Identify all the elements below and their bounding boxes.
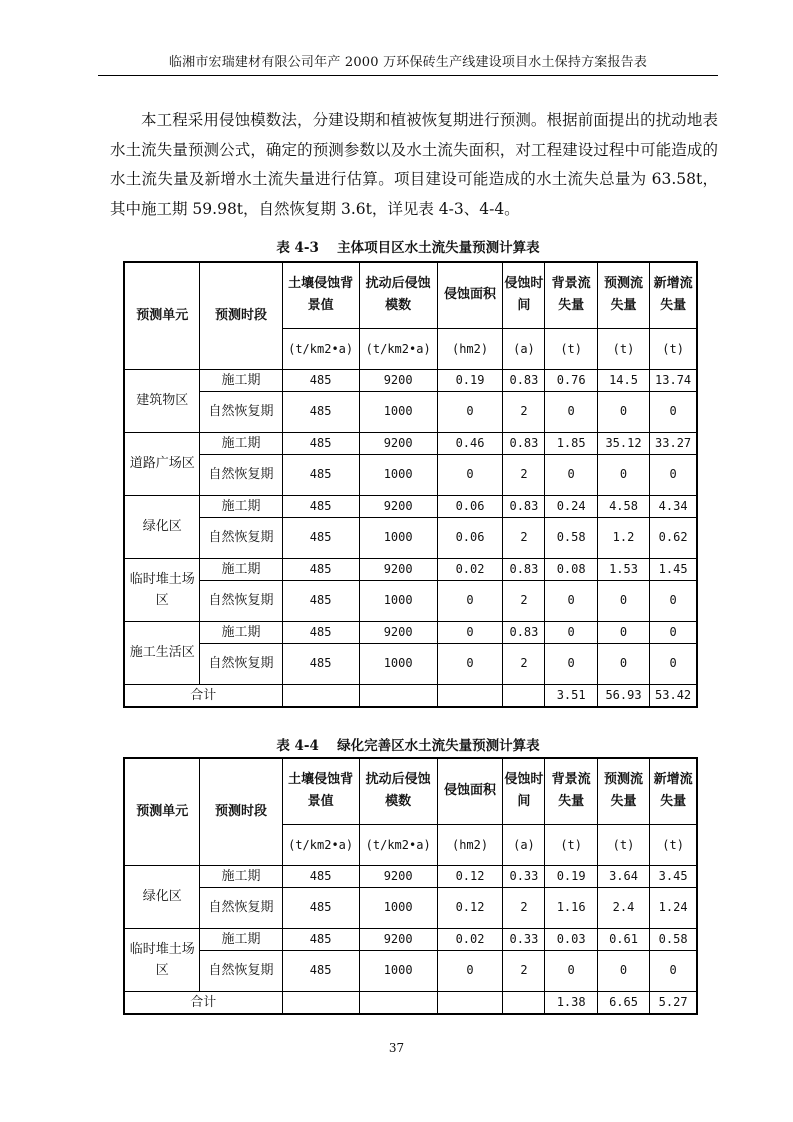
unit-name-cell: 绿化区 — [124, 495, 200, 558]
value-cell: 0.58 — [650, 928, 697, 950]
col-header-period: 预测时段 — [200, 758, 282, 865]
period-cell: 自然恢复期 — [200, 454, 282, 495]
unit-name-cell: 道路广场区 — [124, 432, 200, 495]
value-cell: 1000 — [359, 950, 437, 991]
value-cell: 0.33 — [503, 928, 545, 950]
unit-name-cell: 建筑物区 — [124, 369, 200, 432]
value-cell: 2 — [503, 517, 545, 558]
table-row — [124, 950, 697, 991]
value-cell: 4.34 — [650, 495, 697, 517]
unit-name-cell: 临时堆土场区 — [124, 558, 200, 621]
value-cell: 0 — [437, 950, 503, 991]
value-cell: 0 — [597, 643, 649, 684]
value-cell: 0.24 — [545, 495, 597, 517]
table-row — [124, 928, 697, 950]
total-value-cell: 56.93 — [597, 684, 649, 707]
value-cell: 0 — [545, 621, 597, 643]
value-cell: 0 — [437, 580, 503, 621]
col-header-new-loss: 新增流失量 — [650, 758, 697, 824]
table-row — [124, 621, 697, 643]
table-row — [124, 643, 697, 684]
total-row — [124, 991, 697, 1014]
unit-area: (hm2) — [437, 824, 503, 865]
value-cell: 35.12 — [597, 432, 649, 454]
value-cell: 1.45 — [650, 558, 697, 580]
value-cell: 0.19 — [437, 369, 503, 391]
value-cell: 0.62 — [650, 517, 697, 558]
value-cell: 0.61 — [597, 928, 649, 950]
value-cell: 1.53 — [597, 558, 649, 580]
total-value-cell: 53.42 — [650, 684, 697, 707]
unit-area: (hm2) — [437, 328, 503, 369]
total-value-cell — [503, 684, 545, 707]
value-cell: 2 — [503, 643, 545, 684]
value-cell: 0.33 — [503, 865, 545, 887]
col-header-time: 侵蚀时间 — [503, 758, 545, 824]
total-label: 合计 — [124, 684, 282, 707]
value-cell: 1.24 — [650, 887, 697, 928]
value-cell: 9200 — [359, 495, 437, 517]
body-paragraph: 本工程采用侵蚀模数法，分建设期和植被恢复期进行预测。根据前面提出的扰动地表水土流失量预测公式，确定的预测参数以及水土流失面积，对工程建设过程中可能造成的水土流失量及新增水土流失量进行估算。项目建设可能造成的水土流失总量为 63.58t，其中施工期 59.98t，自然恢复期 3.6t，详见表 4-3、4-4。 — [110, 111, 718, 218]
value-cell: 0.12 — [437, 865, 503, 887]
col-header-period: 预测时段 — [200, 262, 282, 369]
total-value-cell: 6.65 — [597, 991, 649, 1014]
table-4-3-body — [124, 369, 697, 707]
period-cell: 自然恢复期 — [200, 887, 282, 928]
value-cell: 0 — [597, 454, 649, 495]
value-cell: 0 — [650, 621, 697, 643]
value-cell: 485 — [282, 928, 359, 950]
value-cell: 0 — [437, 643, 503, 684]
unit-pred-loss: (t) — [597, 824, 649, 865]
value-cell: 1.2 — [597, 517, 649, 558]
total-value-cell — [359, 991, 437, 1014]
col-header-unit: 预测单元 — [124, 758, 200, 865]
value-cell: 0 — [597, 950, 649, 991]
table-caption-4-3: 表 4-3 主体项目区水土流失量预测计算表 — [276, 240, 540, 256]
value-cell: 0 — [437, 391, 503, 432]
value-cell: 485 — [282, 887, 359, 928]
value-cell: 1.85 — [545, 432, 597, 454]
total-value-cell — [503, 991, 545, 1014]
table-row — [124, 369, 697, 391]
value-cell: 0 — [650, 643, 697, 684]
value-cell: 2 — [503, 580, 545, 621]
value-cell: 0 — [650, 580, 697, 621]
period-cell: 施工期 — [200, 432, 282, 454]
value-cell: 0 — [650, 950, 697, 991]
total-value-cell — [282, 684, 359, 707]
value-cell: 2 — [503, 391, 545, 432]
table-row — [124, 558, 697, 580]
value-cell: 0 — [545, 580, 597, 621]
total-value-cell: 5.27 — [650, 991, 697, 1014]
value-cell: 0.02 — [437, 558, 503, 580]
unit-bg-loss: (t) — [545, 328, 597, 369]
table-row — [124, 865, 697, 887]
total-label: 合计 — [124, 991, 282, 1014]
value-cell: 0.06 — [437, 495, 503, 517]
value-cell: 9200 — [359, 558, 437, 580]
value-cell: 1000 — [359, 580, 437, 621]
value-cell: 0 — [650, 454, 697, 495]
value-cell: 485 — [282, 454, 359, 495]
period-cell: 自然恢复期 — [200, 580, 282, 621]
table-row — [124, 432, 697, 454]
table-row — [124, 887, 697, 928]
period-cell: 施工期 — [200, 865, 282, 887]
col-header-area: 侵蚀面积 — [437, 262, 503, 328]
value-cell: 0 — [437, 621, 503, 643]
value-cell: 0.19 — [545, 865, 597, 887]
value-cell: 0 — [597, 391, 649, 432]
value-cell: 1.16 — [545, 887, 597, 928]
unit-name-cell: 施工生活区 — [124, 621, 200, 684]
value-cell: 485 — [282, 643, 359, 684]
total-value-cell — [359, 684, 437, 707]
period-cell: 自然恢复期 — [200, 643, 282, 684]
total-value-cell: 3.51 — [545, 684, 597, 707]
table-row — [124, 495, 697, 517]
value-cell: 13.74 — [650, 369, 697, 391]
value-cell: 1000 — [359, 887, 437, 928]
col-header-pred-loss: 预测流失量 — [597, 758, 649, 824]
value-cell: 485 — [282, 517, 359, 558]
value-cell: 485 — [282, 558, 359, 580]
table-4-4 — [123, 757, 698, 1015]
unit-bg: (t/km2•a) — [282, 328, 359, 369]
col-header-new-loss: 新增流失量 — [650, 262, 697, 328]
unit-new-loss: (t) — [650, 328, 697, 369]
col-header-unit: 预测单元 — [124, 262, 200, 369]
value-cell: 3.45 — [650, 865, 697, 887]
value-cell: 1000 — [359, 454, 437, 495]
period-cell: 自然恢复期 — [200, 950, 282, 991]
period-cell: 施工期 — [200, 495, 282, 517]
value-cell: 2.4 — [597, 887, 649, 928]
value-cell: 0.83 — [503, 621, 545, 643]
value-cell: 0.76 — [545, 369, 597, 391]
period-cell: 施工期 — [200, 621, 282, 643]
value-cell: 0 — [597, 580, 649, 621]
table-row — [124, 580, 697, 621]
col-header-bg: 土壤侵蚀背景值 — [282, 758, 359, 824]
value-cell: 0.12 — [437, 887, 503, 928]
value-cell: 9200 — [359, 621, 437, 643]
total-row — [124, 684, 697, 707]
value-cell: 485 — [282, 391, 359, 432]
value-cell: 485 — [282, 865, 359, 887]
unit-time: (a) — [503, 824, 545, 865]
value-cell: 485 — [282, 580, 359, 621]
value-cell: 9200 — [359, 865, 437, 887]
value-cell: 14.5 — [597, 369, 649, 391]
unit-bg-loss: (t) — [545, 824, 597, 865]
running-header: 临湘市宏瑞建材有限公司年产 2000 万环保砖生产线建设项目水土保持方案报告表 — [168, 55, 648, 70]
value-cell: 2 — [503, 950, 545, 991]
table-row — [124, 391, 697, 432]
unit-bg: (t/km2•a) — [282, 824, 359, 865]
value-cell: 2 — [503, 454, 545, 495]
value-cell: 1000 — [359, 517, 437, 558]
unit-pred-loss: (t) — [597, 328, 649, 369]
value-cell: 2 — [503, 887, 545, 928]
value-cell: 485 — [282, 432, 359, 454]
value-cell: 0 — [545, 643, 597, 684]
table-caption-4-4: 表 4-4 绿化完善区水土流失量预测计算表 — [276, 738, 540, 754]
col-header-bg-loss: 背景流失量 — [545, 758, 597, 824]
period-cell: 施工期 — [200, 928, 282, 950]
total-value-cell — [282, 991, 359, 1014]
value-cell: 0.83 — [503, 558, 545, 580]
col-header-bg: 土壤侵蚀背景值 — [282, 262, 359, 328]
value-cell: 485 — [282, 950, 359, 991]
unit-name-cell: 临时堆土场区 — [124, 928, 200, 991]
page-number: 37 — [388, 1041, 405, 1055]
value-cell: 485 — [282, 621, 359, 643]
value-cell: 0.83 — [503, 369, 545, 391]
value-cell: 4.58 — [597, 495, 649, 517]
col-header-dist: 扰动后侵蚀模数 — [359, 262, 437, 328]
unit-new-loss: (t) — [650, 824, 697, 865]
unit-dist: (t/km2•a) — [359, 328, 437, 369]
value-cell: 1000 — [359, 643, 437, 684]
col-header-area: 侵蚀面积 — [437, 758, 503, 824]
value-cell: 0.83 — [503, 432, 545, 454]
value-cell: 485 — [282, 495, 359, 517]
value-cell: 485 — [282, 369, 359, 391]
total-value-cell — [437, 684, 503, 707]
value-cell: 0 — [545, 391, 597, 432]
table-4-4-body — [124, 865, 697, 1014]
value-cell: 0 — [597, 621, 649, 643]
total-value-cell: 1.38 — [545, 991, 597, 1014]
table-row — [124, 454, 697, 495]
value-cell: 0.03 — [545, 928, 597, 950]
header-rule — [98, 75, 718, 76]
value-cell: 9200 — [359, 369, 437, 391]
value-cell: 0 — [545, 950, 597, 991]
table-row — [124, 517, 697, 558]
value-cell: 0.46 — [437, 432, 503, 454]
col-header-time: 侵蚀时间 — [503, 262, 545, 328]
value-cell: 9200 — [359, 432, 437, 454]
value-cell: 0 — [650, 391, 697, 432]
table-4-3 — [123, 261, 698, 708]
value-cell: 0 — [545, 454, 597, 495]
value-cell: 3.64 — [597, 865, 649, 887]
value-cell: 0.02 — [437, 928, 503, 950]
value-cell: 0.58 — [545, 517, 597, 558]
total-value-cell — [437, 991, 503, 1014]
col-header-dist: 扰动后侵蚀模数 — [359, 758, 437, 824]
unit-time: (a) — [503, 328, 545, 369]
value-cell: 33.27 — [650, 432, 697, 454]
col-header-pred-loss: 预测流失量 — [597, 262, 649, 328]
value-cell: 0.83 — [503, 495, 545, 517]
value-cell: 1000 — [359, 391, 437, 432]
unit-name-cell: 绿化区 — [124, 865, 200, 928]
period-cell: 自然恢复期 — [200, 391, 282, 432]
value-cell: 0.06 — [437, 517, 503, 558]
period-cell: 施工期 — [200, 558, 282, 580]
unit-dist: (t/km2•a) — [359, 824, 437, 865]
value-cell: 0.08 — [545, 558, 597, 580]
col-header-bg-loss: 背景流失量 — [545, 262, 597, 328]
value-cell: 0 — [437, 454, 503, 495]
period-cell: 自然恢复期 — [200, 517, 282, 558]
period-cell: 施工期 — [200, 369, 282, 391]
value-cell: 9200 — [359, 928, 437, 950]
